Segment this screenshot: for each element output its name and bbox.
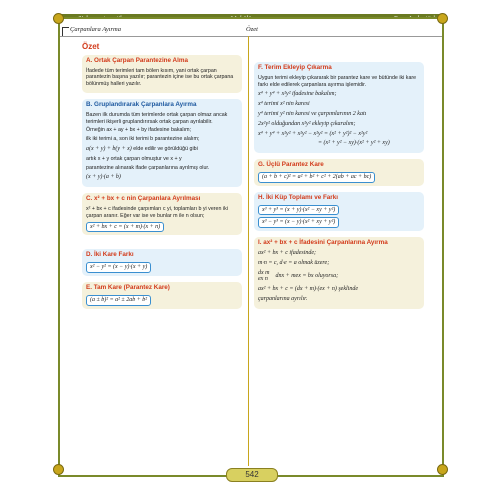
section-c-title: C. x² + bx + c nin Çarpanlara Ayrılması [86, 195, 201, 203]
section-i-l3c: dnx + mex = bx oluyorsa; [275, 272, 339, 279]
section-h-formula-1: x³ + y³ = (x + y)·(x² − xy + y²) [258, 205, 339, 216]
section-i-l1: ax² + bx + c ifadesinde; [258, 249, 317, 256]
section-b-example2: ilk iki terimi a, son iki terimi b parantezine alalım; [86, 136, 200, 143]
section-h [254, 192, 424, 231]
section-g-formula: (a + b + c)² = a² + b² + c² + 2(ab + ac + bc) [258, 172, 375, 183]
section-g-title: G. Üçlü Parantez Kare [258, 161, 324, 169]
section-c-text: x² + bx + c ifadesinde çarpımları c yi, toplamları b yi veren iki çarpan aranır. Eğer var ise ve bunlar m ile n olsun; [86, 205, 228, 219]
summary-title: Özet [82, 42, 100, 51]
bracket-icon [62, 27, 69, 36]
section-f [254, 62, 424, 153]
section-c-formula: x² + bx + c = (x + m)·(x + n) [86, 222, 164, 233]
section-g [254, 159, 424, 186]
section-a-title: A. Ortak Çarpan Parantezine Alma [86, 56, 188, 64]
corner-dot-icon [437, 464, 448, 475]
section-f-title: F. Terim Ekleyip Çıkarma [258, 64, 332, 71]
section-f-text: Uygun terimi ekleyip çıkararak bir parantez kare ve bütünde iki kare farkı elde edilerek çarpanlara ayırma işlemidir. [258, 74, 417, 88]
section-f-l2: x⁴ terimi x² nin karesi [258, 101, 310, 108]
left-column [82, 44, 242, 315]
page-number: 542 [226, 468, 278, 482]
section-h-formula-2: x³ − y³ = (x − y)·(x² + xy + y²) [258, 217, 339, 228]
section-b-eq1: a(x + y) + b(y + x) [86, 145, 132, 152]
tab-summary: Özet [246, 26, 258, 33]
corner-dot-icon [437, 13, 448, 24]
section-b-text: Bazen ilk durumda tüm terimlerde ortak çarpan olmaz ancak terimleri ikişerli gruplandırırsak ortak çarpan ayrılabilir. [86, 111, 228, 125]
section-b [82, 99, 242, 187]
section-d [82, 249, 242, 276]
section-h-title: H. İki Küp Toplamı ve Farkı [258, 193, 339, 201]
section-b-eq1-text: elde edilir ve görüldüğü gibi [133, 145, 198, 152]
section-b-title: B. Gruplandırarak Çarpanlara Ayırma [86, 100, 197, 108]
section-c [82, 193, 242, 235]
section-a [82, 55, 242, 93]
tab-topic: Çarpanlara Ayırma [70, 26, 121, 33]
section-f-l3: y⁴ terimi y² nin karesi ve çarpımlarının 2 katı [258, 110, 367, 117]
section-f-l4: 2x²y² olduğundan x²y² ekleyip çıkaralım; [258, 120, 356, 127]
tab-row [60, 25, 442, 37]
section-i-title: I. ax² + bx + c İfadesini Çarpanlarına Ayırma [258, 239, 388, 247]
section-i-l3a: dx m [258, 269, 270, 276]
section-i-l4: ax² + bx + c = (dx + m)·(ex + n) şeklinde [258, 286, 359, 293]
section-f-l1: x⁴ + y⁴ + x²y² ifadesine bakalım; [258, 91, 337, 98]
section-b-example: Örneğin ax + ay + bx + by ifadesine bakalım; [86, 127, 191, 134]
section-d-title: D. İki Kare Farkı [86, 251, 134, 259]
right-column [254, 62, 424, 315]
section-f-l6: = (x² + y² − xy)·(x² + y² + xy) [318, 140, 390, 147]
section-e-title: E. Tam Kare (Parantez Kare) [86, 283, 170, 291]
section-i-l5: çarpanlarına ayrılır. [258, 295, 308, 302]
section-i-l2: m·n = c, d·e = a olmak üzere; [258, 259, 330, 266]
section-d-formula: x² − y² = (x − y)·(x + y) [86, 262, 151, 273]
section-i [254, 237, 424, 309]
corner-dot-icon [53, 464, 64, 475]
section-b-eq2: artık x + y ortak çarpan olmuştur ve x + y [86, 155, 182, 162]
section-e-formula: (a ± b)² = a² ± 2ab + b² [86, 295, 151, 306]
section-a-text: İfadede tüm terimleri tam bölen kısım, yani ortak çarpan parantezin başına yazılır; parantezin içine ise bu ortak çarpana bölünmüş halleri yazılır. [86, 67, 234, 88]
section-b-eq3: parantezine alınarak ifade çarpanlarına ayrılmış olur. [86, 164, 210, 171]
section-e [82, 282, 242, 309]
corner-dot-icon [53, 13, 64, 24]
section-f-l5: x⁴ + y⁴ + x²y² + x²y² − x²y² = (x² + y²)² − x²y² [258, 130, 368, 137]
section-i-l3b: ex n [258, 276, 268, 283]
section-b-result: (x + y)·(a + b) [86, 174, 121, 181]
column-divider [248, 36, 249, 466]
